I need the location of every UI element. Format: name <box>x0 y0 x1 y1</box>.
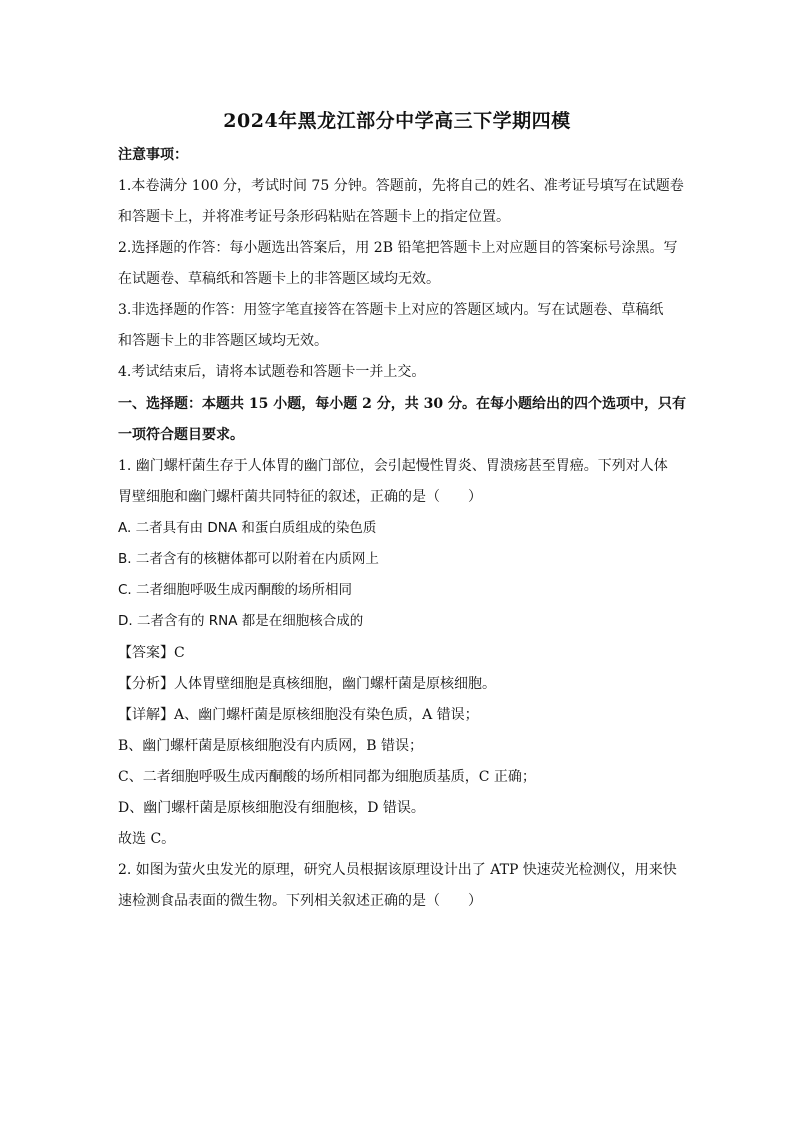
notice-line: 和答题卡上的非答题区域均无效。 <box>118 333 328 349</box>
answer: 【答案】C <box>118 645 185 661</box>
detail-line: C、二者细胞呼吸生成丙酮酸的场所相同都为细胞质基质，C 正确； <box>118 769 536 785</box>
question-stem: 2. 如图为萤火虫发光的原理，研究人员根据该原理设计出了 ATP 快速荧光检测仪，用来快 <box>118 862 677 878</box>
section-heading: 一项符合题目要求。 <box>118 427 244 443</box>
analysis: 【分析】人体胃壁细胞是真核细胞，幽门螺杆菌是原核细胞。 <box>118 676 496 692</box>
notice-line: 1.本卷满分 100 分，考试时间 75 分钟。答题前，先将自己的姓名、准考证号填写在试题卷 <box>118 178 684 194</box>
question-stem: 胃壁细胞和幽门螺杆菌共同特征的叙述，正确的是（ ） <box>118 489 482 505</box>
option-b: B. 二者含有的核糖体都可以附着在内质网上 <box>118 551 379 567</box>
option-d: D. 二者含有的 RNA 都是在细胞核合成的 <box>118 613 364 629</box>
notice-line: 3.非选择题的作答：用签字笔直接答在答题卡上对应的答题区域内。写在试题卷、草稿纸 <box>118 302 664 318</box>
detail-line: D、幽门螺杆菌是原核细胞没有细胞核，D 错误。 <box>118 800 425 816</box>
option-c: C. 二者细胞呼吸生成丙酮酸的场所相同 <box>118 582 353 598</box>
page-title: 2024年黑龙江部分中学高三下学期四模 <box>223 110 571 132</box>
section-heading: 一、选择题：本题共 15 小题，每小题 2 分，共 30 分。在每小题给出的四个选项中，只有 <box>118 396 686 412</box>
question-stem: 速检测食品表面的微生物。下列相关叙述正确的是（ ） <box>118 893 482 909</box>
notice-line: 2.选择题的作答：每小题选出答案后，用 2B 铅笔把答题卡上对应题目的答案标号涂黑。写 <box>118 240 678 256</box>
detail-line: B、幽门螺杆菌是原核细胞没有内质网，B 错误； <box>118 738 424 754</box>
notice-line: 和答题卡上，并将准考证号条形码粘贴在答题卡上的指定位置。 <box>118 209 510 225</box>
notice-heading: 注意事项： <box>118 147 188 163</box>
conclusion: 故选 C。 <box>118 831 176 847</box>
notice-line: 在试题卷、草稿纸和答题卡上的非答题区域均无效。 <box>118 271 440 287</box>
notice-line: 4.考试结束后，请将本试题卷和答题卡一并上交。 <box>118 364 426 380</box>
detail-line: 【详解】A、幽门螺杆菌是原核细胞没有染色质，A 错误； <box>118 707 479 723</box>
question-stem: 1. 幽门螺杆菌生存于人体胃的幽门部位，会引起慢性胃炎、胃溃疡甚至胃癌。下列对人体 <box>118 458 668 474</box>
option-a: A. 二者具有由 DNA 和蛋白质组成的染色质 <box>118 520 377 536</box>
